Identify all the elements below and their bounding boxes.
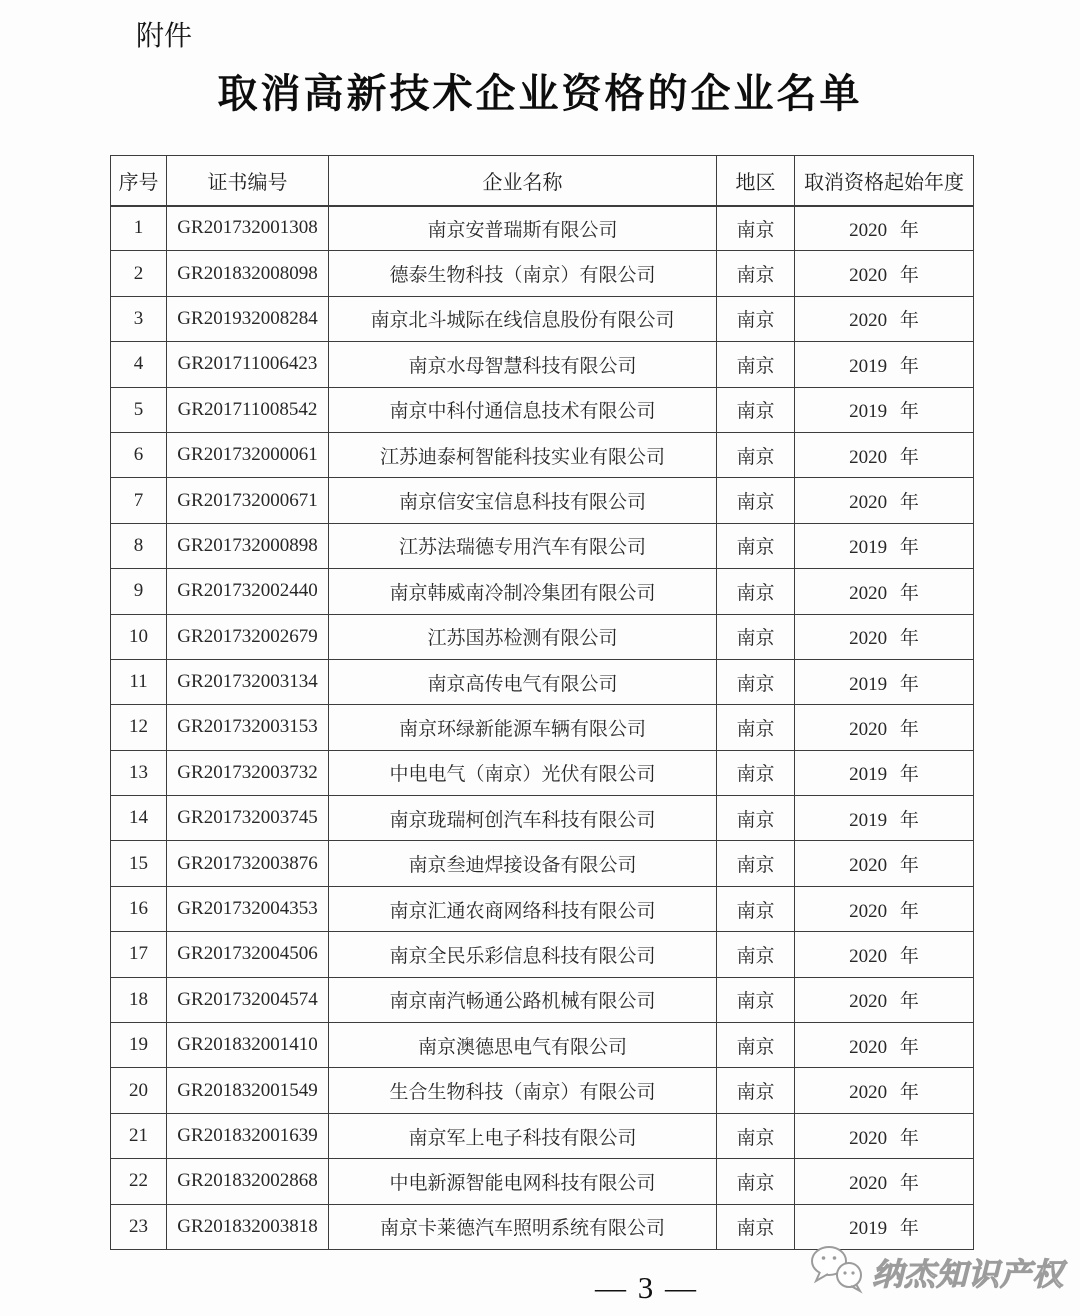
cell-certificate-no: GR201832001549 — [167, 1068, 329, 1113]
cell-cancel-year: 2020 年 — [795, 251, 974, 296]
table-row — [111, 206, 974, 251]
page-number: — 3 — — [595, 1270, 698, 1305]
cell-region: 南京 — [717, 750, 795, 795]
cell-serial-number: 2 — [111, 251, 167, 296]
table-row — [111, 886, 974, 931]
cell-enterprise-name: 南京北斗城际在线信息股份有限公司 — [329, 296, 717, 341]
cell-serial-number: 8 — [111, 523, 167, 568]
table-row — [111, 1159, 974, 1204]
table-body — [111, 206, 974, 1250]
cell-serial-number: 6 — [111, 432, 167, 477]
cell-cancel-year: 2020 年 — [795, 1068, 974, 1113]
table-row — [111, 614, 974, 659]
cell-enterprise-name: 中电电气（南京）光伏有限公司 — [329, 750, 717, 795]
cell-cancel-year: 2020 年 — [795, 705, 974, 750]
cell-certificate-no: GR201832003818 — [167, 1204, 329, 1249]
cell-region: 南京 — [717, 432, 795, 477]
cell-certificate-no: GR201832008098 — [167, 251, 329, 296]
cell-region: 南京 — [717, 977, 795, 1022]
cell-serial-number: 11 — [111, 659, 167, 704]
cell-region: 南京 — [717, 206, 795, 251]
cell-certificate-no: GR201732002679 — [167, 614, 329, 659]
cell-region: 南京 — [717, 659, 795, 704]
cell-region: 南京 — [717, 1159, 795, 1204]
cell-region: 南京 — [717, 886, 795, 931]
cell-enterprise-name: 南京中科付通信息技术有限公司 — [329, 387, 717, 432]
cell-cancel-year: 2019 年 — [795, 750, 974, 795]
cell-cancel-year: 2019 年 — [795, 1204, 974, 1249]
watermark-text: 纳杰知识产权 — [872, 1257, 1064, 1292]
cell-region: 南京 — [717, 523, 795, 568]
table-row — [111, 296, 974, 341]
cell-cancel-year: 2020 年 — [795, 432, 974, 477]
cell-region: 南京 — [717, 932, 795, 977]
table-row — [111, 841, 974, 886]
cell-enterprise-name: 南京卡莱德汽车照明系统有限公司 — [329, 1204, 717, 1249]
table-row — [111, 705, 974, 750]
cell-serial-number: 5 — [111, 387, 167, 432]
cell-cancel-year: 2020 年 — [795, 614, 974, 659]
cell-serial-number: 18 — [111, 977, 167, 1022]
cell-cancel-year: 2020 年 — [795, 569, 974, 614]
cell-serial-number: 12 — [111, 705, 167, 750]
table-row — [111, 1023, 974, 1068]
table-row — [111, 432, 974, 477]
cell-certificate-no: GR201732001308 — [167, 206, 329, 251]
table-row — [111, 569, 974, 614]
cancelled-enterprises-table — [110, 155, 974, 1250]
header-enterprise-name: 企业名称 — [329, 156, 717, 206]
cell-serial-number: 9 — [111, 569, 167, 614]
cell-enterprise-name: 江苏国苏检测有限公司 — [329, 614, 717, 659]
cell-certificate-no: GR201732003745 — [167, 796, 329, 841]
cell-region: 南京 — [717, 478, 795, 523]
cell-region: 南京 — [717, 296, 795, 341]
cell-certificate-no: GR201732004353 — [167, 886, 329, 931]
attachment-label: 附件 — [136, 20, 193, 51]
cell-certificate-no: GR201732004506 — [167, 932, 329, 977]
header-row — [111, 156, 974, 206]
cell-serial-number: 13 — [111, 750, 167, 795]
cell-region: 南京 — [717, 614, 795, 659]
cell-certificate-no: GR201732000061 — [167, 432, 329, 477]
cell-region: 南京 — [717, 251, 795, 296]
page-title: 取消高新技术企业资格的企业名单 — [217, 72, 863, 116]
cell-enterprise-name: 南京安普瑞斯有限公司 — [329, 206, 717, 251]
cell-cancel-year: 2020 年 — [795, 1159, 974, 1204]
header-cancel-year: 取消资格起始年度 — [795, 156, 974, 206]
cell-enterprise-name: 江苏迪泰柯智能科技实业有限公司 — [329, 432, 717, 477]
cell-serial-number: 19 — [111, 1023, 167, 1068]
cell-region: 南京 — [717, 796, 795, 841]
cell-certificate-no: GR201711008542 — [167, 387, 329, 432]
cell-cancel-year: 2020 年 — [795, 1113, 974, 1158]
cell-serial-number: 20 — [111, 1068, 167, 1113]
table-row — [111, 478, 974, 523]
cell-enterprise-name: 南京叁迪焊接设备有限公司 — [329, 841, 717, 886]
cell-cancel-year: 2019 年 — [795, 796, 974, 841]
cell-region: 南京 — [717, 1204, 795, 1249]
cell-serial-number: 3 — [111, 296, 167, 341]
cell-enterprise-name: 德泰生物科技（南京）有限公司 — [329, 251, 717, 296]
cell-serial-number: 1 — [111, 206, 167, 251]
cell-certificate-no: GR201832001639 — [167, 1113, 329, 1158]
cell-enterprise-name: 南京南汽畅通公路机械有限公司 — [329, 977, 717, 1022]
table-row — [111, 750, 974, 795]
cell-enterprise-name: 南京水母智慧科技有限公司 — [329, 342, 717, 387]
cell-region: 南京 — [717, 1023, 795, 1068]
cell-enterprise-name: 南京珑瑞柯创汽车科技有限公司 — [329, 796, 717, 841]
cell-enterprise-name: 南京环绿新能源车辆有限公司 — [329, 705, 717, 750]
cell-serial-number: 16 — [111, 886, 167, 931]
cell-enterprise-name: 南京军上电子科技有限公司 — [329, 1113, 717, 1158]
table-row — [111, 659, 974, 704]
cell-enterprise-name: 江苏法瑞德专用汽车有限公司 — [329, 523, 717, 568]
cell-region: 南京 — [717, 342, 795, 387]
cell-enterprise-name: 南京信安宝信息科技有限公司 — [329, 478, 717, 523]
cell-region: 南京 — [717, 1113, 795, 1158]
cell-certificate-no: GR201711006423 — [167, 342, 329, 387]
cell-cancel-year: 2019 年 — [795, 523, 974, 568]
table-row — [111, 387, 974, 432]
table-header — [111, 156, 974, 206]
cell-cancel-year: 2020 年 — [795, 841, 974, 886]
header-serial-number: 序号 — [111, 156, 167, 206]
table-row — [111, 932, 974, 977]
table-row — [111, 796, 974, 841]
cell-certificate-no: GR201732003134 — [167, 659, 329, 704]
cell-certificate-no: GR201732000671 — [167, 478, 329, 523]
cell-serial-number: 23 — [111, 1204, 167, 1249]
cell-cancel-year: 2019 年 — [795, 659, 974, 704]
cell-certificate-no: GR201832002868 — [167, 1159, 329, 1204]
table-row — [111, 251, 974, 296]
cell-cancel-year: 2020 年 — [795, 296, 974, 341]
cell-serial-number: 17 — [111, 932, 167, 977]
cell-cancel-year: 2020 年 — [795, 206, 974, 251]
cell-serial-number: 15 — [111, 841, 167, 886]
cell-certificate-no: GR201732002440 — [167, 569, 329, 614]
table-row — [111, 1113, 974, 1158]
cell-region: 南京 — [717, 1068, 795, 1113]
cell-enterprise-name: 南京澳德思电气有限公司 — [329, 1023, 717, 1068]
cell-certificate-no: GR201732003732 — [167, 750, 329, 795]
cell-enterprise-name: 南京汇通农商网络科技有限公司 — [329, 886, 717, 931]
cell-cancel-year: 2020 年 — [795, 977, 974, 1022]
cell-cancel-year: 2020 年 — [795, 1023, 974, 1068]
cell-region: 南京 — [717, 705, 795, 750]
header-certificate-no: 证书编号 — [167, 156, 329, 206]
cell-enterprise-name: 南京高传电气有限公司 — [329, 659, 717, 704]
cell-enterprise-name: 中电新源智能电网科技有限公司 — [329, 1159, 717, 1204]
cell-certificate-no: GR201732003153 — [167, 705, 329, 750]
cell-certificate-no: GR201732000898 — [167, 523, 329, 568]
cell-enterprise-name: 生合生物科技（南京）有限公司 — [329, 1068, 717, 1113]
table-row — [111, 977, 974, 1022]
cell-region: 南京 — [717, 569, 795, 614]
cell-certificate-no: GR201732003876 — [167, 841, 329, 886]
cell-cancel-year: 2019 年 — [795, 342, 974, 387]
cell-serial-number: 4 — [111, 342, 167, 387]
header-region: 地区 — [717, 156, 795, 206]
cell-serial-number: 22 — [111, 1159, 167, 1204]
cell-cancel-year: 2020 年 — [795, 886, 974, 931]
table-row — [111, 342, 974, 387]
cell-enterprise-name: 南京韩威南冷制冷集团有限公司 — [329, 569, 717, 614]
cell-cancel-year: 2020 年 — [795, 932, 974, 977]
cell-serial-number: 10 — [111, 614, 167, 659]
cell-enterprise-name: 南京全民乐彩信息科技有限公司 — [329, 932, 717, 977]
table-row — [111, 1068, 974, 1113]
cell-serial-number: 21 — [111, 1113, 167, 1158]
cell-region: 南京 — [717, 841, 795, 886]
cell-serial-number: 7 — [111, 478, 167, 523]
cell-cancel-year: 2019 年 — [795, 387, 974, 432]
cell-certificate-no: GR201732004574 — [167, 977, 329, 1022]
table-row — [111, 523, 974, 568]
cell-certificate-no: GR201932008284 — [167, 296, 329, 341]
cell-serial-number: 14 — [111, 796, 167, 841]
cell-cancel-year: 2020 年 — [795, 478, 974, 523]
cell-region: 南京 — [717, 387, 795, 432]
cell-certificate-no: GR201832001410 — [167, 1023, 329, 1068]
